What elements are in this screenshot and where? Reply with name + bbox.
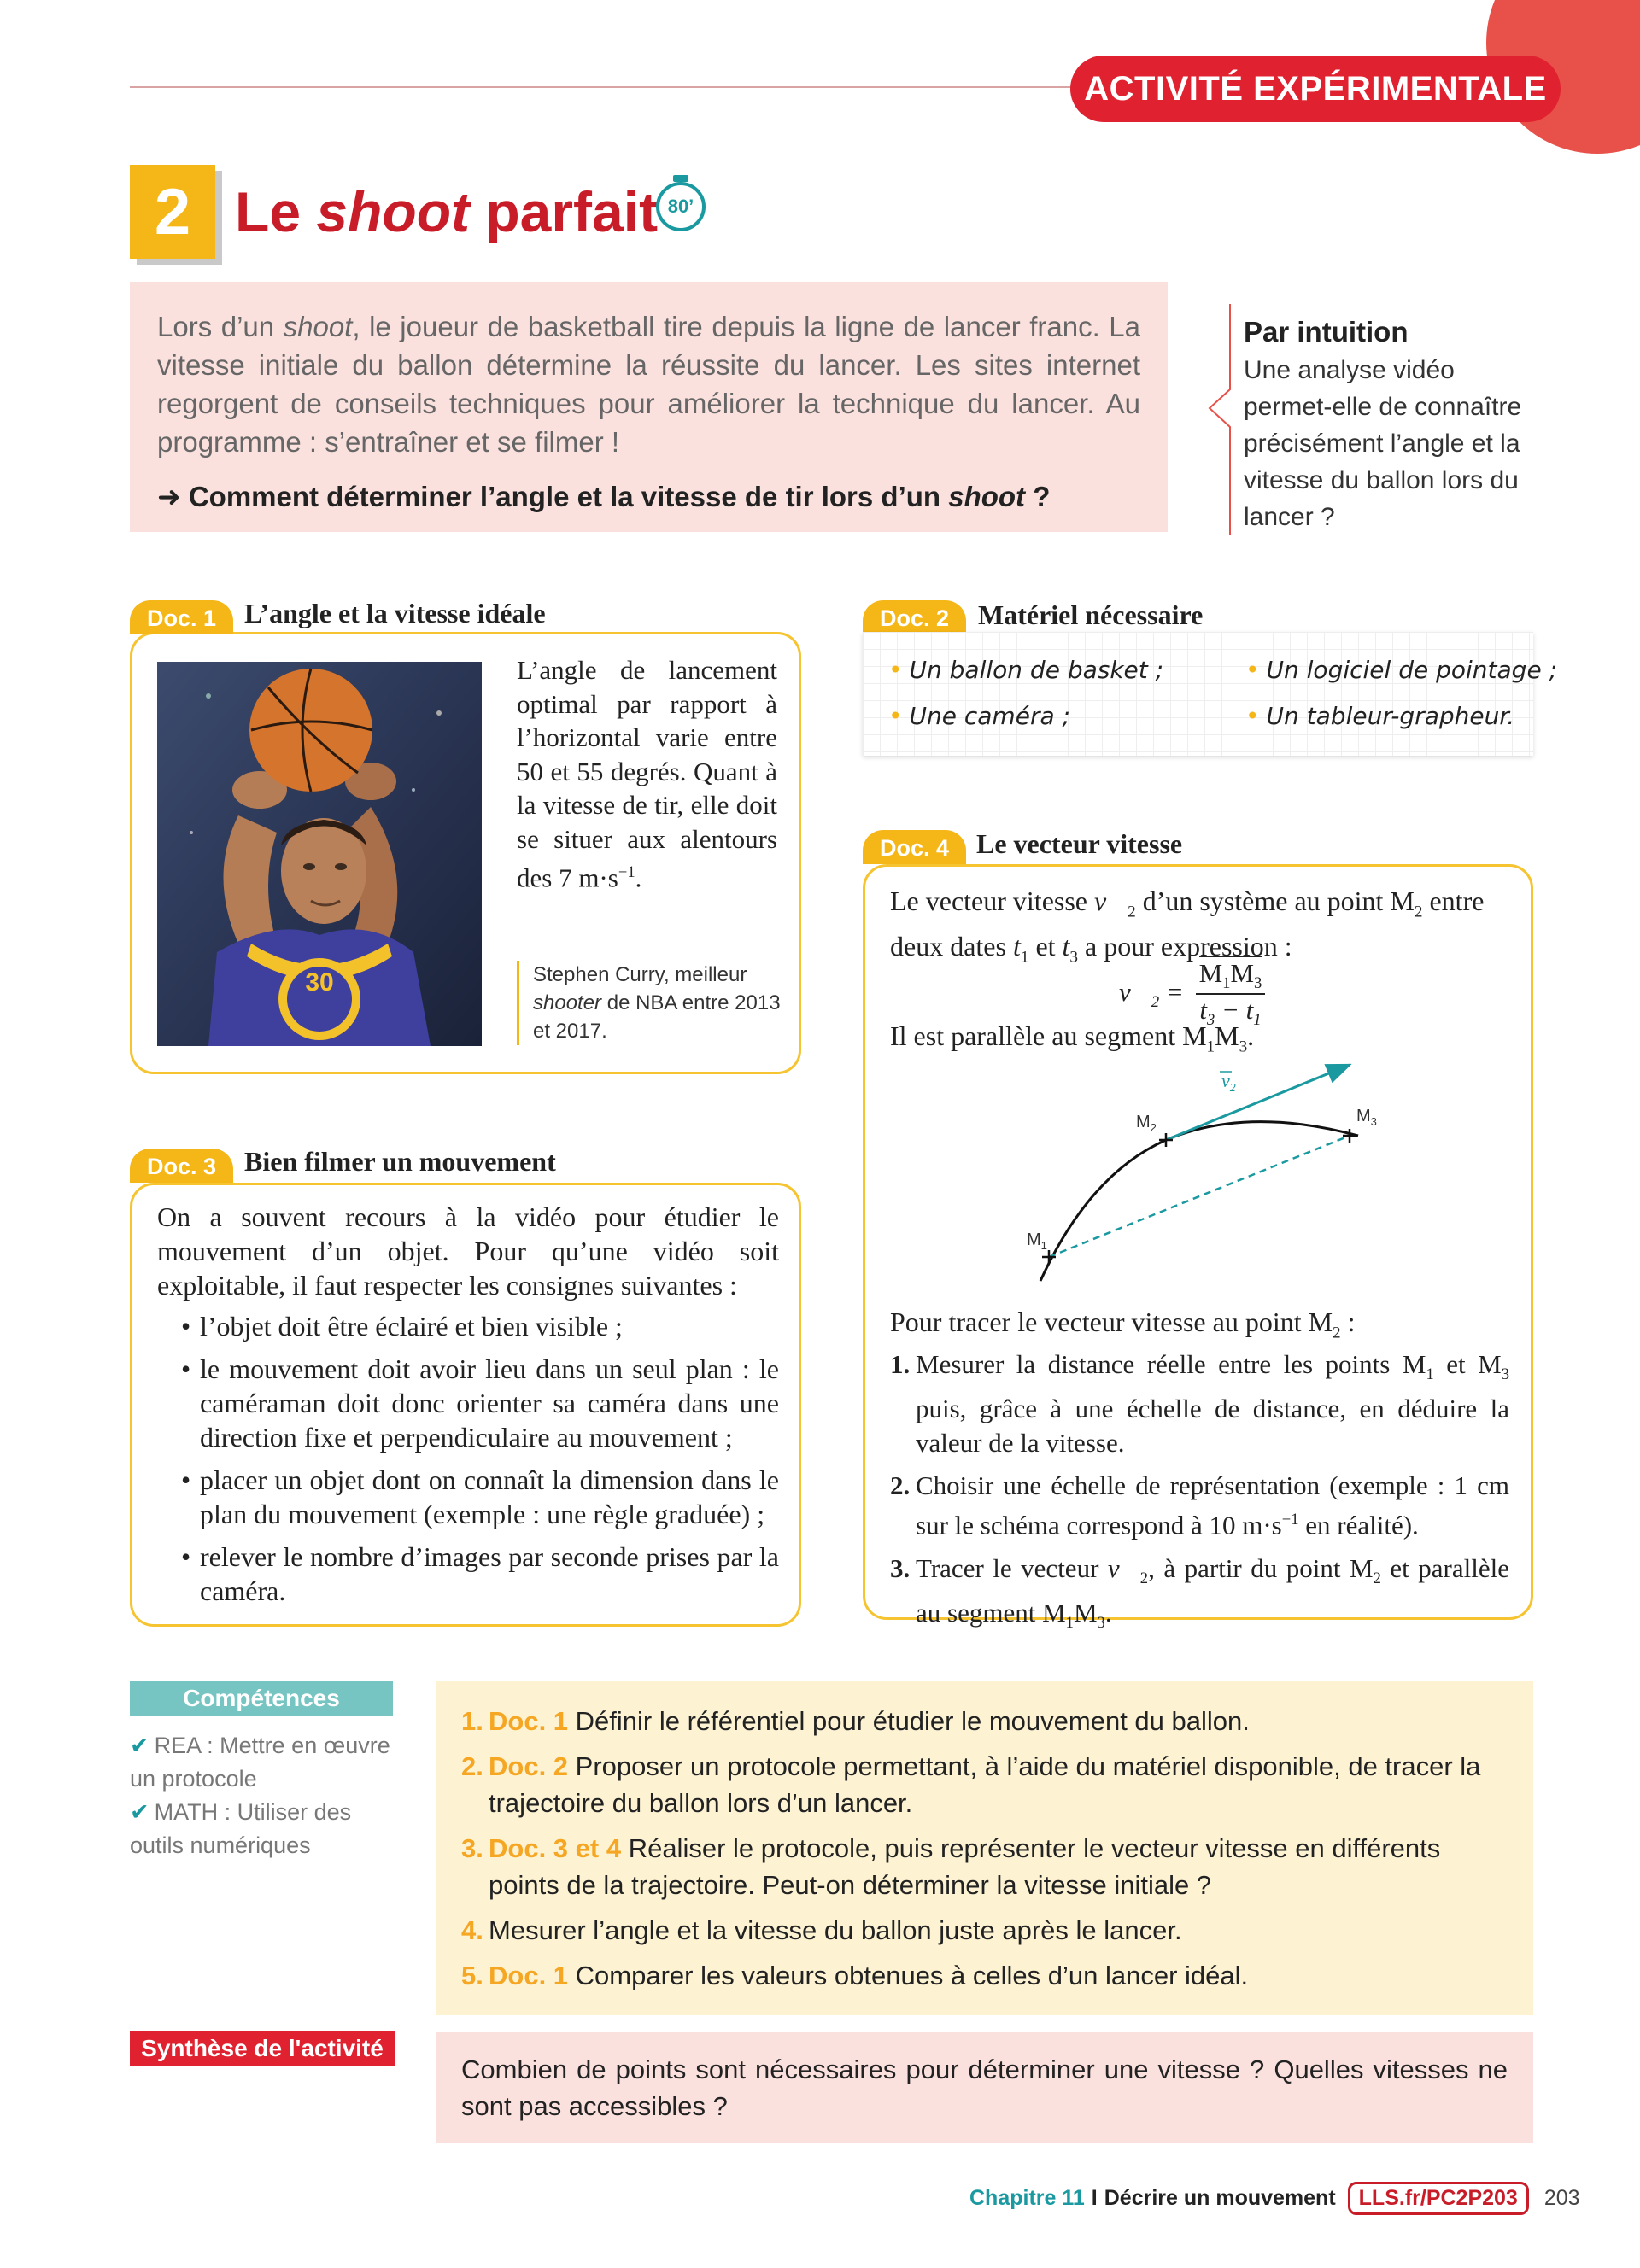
page-footer (969, 2182, 1580, 2215)
arrow-icon: ➜ (157, 481, 181, 512)
doc4-tab: Doc. 4 (863, 830, 966, 864)
velocity-formula: $v⃗_2$ = $\frac{M_1M_3}{t_3 - t_1}$ (1119, 958, 1265, 1030)
questions-box (436, 1681, 1533, 2015)
activity-type-banner: ACTIVITÉ EXPÉRIMENTALE (1070, 56, 1561, 122)
intuition-title: Par intuition (1244, 316, 1409, 348)
activity-number: 2 (130, 165, 215, 259)
svg-text:M2 (1136, 1113, 1157, 1134)
competence-text: REA : Mettre en œuvre un protocole (130, 1733, 390, 1792)
intro-text (157, 307, 1140, 461)
basketball-player-photo (157, 662, 482, 1046)
doc2-tab: Doc. 2 (863, 600, 966, 634)
footer-chapter-title: Décrire un mouvement (1104, 2186, 1336, 2210)
doc4-step-3: 3. Tracer le vecteur $v⃗_2$, à partir du point $M_2$ et parallèle au segment $M_1M_3$. (890, 1552, 1509, 1632)
doc3-list-item: • le mouvement doit avoir lieu dans un seul plan : le caméraman doit donc orienter sa caméra dans une direction fixe et perpendiculaire au mouvement ; (157, 1352, 779, 1454)
page-title-italic: shoot (316, 180, 470, 243)
question-number: 3. (461, 1833, 483, 1863)
intro-text-part: Lors d’un (157, 311, 284, 342)
timer-icon (656, 182, 706, 231)
equipment-item: • Une caméra ; (888, 702, 1070, 730)
doc3-intro: On a souvent recours à la vidéo pour étudier le mouvement d’un objet. Pour qu’une vidéo soit exploitable, il faut respecter les consignes suivantes : (157, 1201, 779, 1301)
doc4-definition: Le vecteur vitesse $v⃗_2$ d’un système au point $M_2$ entre deux dates $t_1$ et $t_3$ a pour expression : (890, 886, 1485, 967)
vector-v-label: v (1221, 1070, 1230, 1091)
point-m3-sub: 3 (1370, 1115, 1377, 1128)
duration-label: 80’ (667, 196, 694, 217)
competence-text: MATH : Utiliser des outils numériques (130, 1799, 352, 1858)
footer-separator: I (1091, 2186, 1098, 2210)
caption-italic: shooter (533, 991, 602, 1014)
header-rule (130, 86, 1095, 88)
question-item (461, 1830, 1508, 1903)
photo-caption (517, 961, 789, 1045)
doc4-step-2: 2. Choisir une échelle de représentation (exemple : 1 cm sur le schéma correspond à 10 $m\cdot s^{-1}$ en réalité). (890, 1470, 1509, 1540)
point-m2-sub: 2 (1150, 1121, 1157, 1134)
competences-list (130, 1729, 403, 1862)
doc2-title: Matériel nécessaire (978, 599, 1204, 630)
question-part: ? (1025, 481, 1051, 512)
doc3-list-item: • placer un objet dont on connaît la dimension dans le plan du mouvement (exemple : une règle graduée) ; (157, 1463, 779, 1531)
doc4-step-1-text: Mesurer la distance réelle entre les points M (916, 1349, 1426, 1379)
intro-text-italic: shoot (283, 311, 353, 342)
question-text: Mesurer l’angle et la vitesse du ballon juste après le lancer. (489, 1915, 1182, 1945)
question-doc-ref: Doc. 3 et 4 (489, 1833, 622, 1863)
point-m3-label: M (1356, 1107, 1371, 1125)
page-number: 203 (1543, 2186, 1580, 2210)
question-number: 5. (461, 1961, 483, 1990)
svg-text:v2 (1221, 1070, 1236, 1095)
question-item (461, 1748, 1508, 1821)
page-title-before: Le (235, 180, 317, 243)
question-part: Comment déterminer l’angle et la vitesse de tir lors d’un (188, 481, 949, 512)
doc3-list (157, 1309, 779, 1608)
question-item (461, 1957, 1508, 1994)
question-item (461, 1912, 1508, 1949)
question-number: 4. (461, 1915, 483, 1945)
doc1-text-end: . (635, 862, 642, 893)
velocity-vector-diagram (1008, 1063, 1401, 1294)
check-icon: ✔ (130, 1799, 149, 1825)
competences-header: Compétences (130, 1681, 393, 1716)
check-icon: ✔ (130, 1733, 149, 1758)
page-title (235, 179, 658, 244)
doc1-text (517, 653, 777, 895)
doc3-tab: Doc. 3 (130, 1149, 233, 1183)
intro-box (130, 282, 1168, 532)
synthese-box (436, 2032, 1533, 2143)
point-m1-sub: 1 (1040, 1239, 1047, 1252)
equipment-list (863, 632, 1533, 756)
competence-item (130, 1729, 403, 1796)
question-text: Réaliser le protocole, puis représenter le vecteur vitesse en différents points de la trajectoire. Peut-on déterminer la vitesse initiale ? (489, 1833, 1441, 1900)
doc1-text-body: L’angle de lancement optimal par rapport à l’horizontal varie entre 50 et 55 degrés. Quant à la vitesse de tir, elle doit se situer aux alentours des 7 m·s (517, 655, 777, 893)
doc3-text (157, 1200, 779, 1616)
doc4-steps (890, 1347, 1509, 1649)
doc4-parallel-note: Il est parallèle au segment $M_1M_3$. (890, 1020, 1255, 1056)
synthese-text: Combien de points sont nécessaires pour déterminer une vitesse ? Quelles vitesses ne sont pas accessibles ? (461, 2055, 1508, 2121)
question-item (461, 1703, 1508, 1739)
question-text: Proposer un protocole permettant, à l’aide du matériel disponible, de tracer la trajectoire du ballon lors d’un lancer. (489, 1751, 1481, 1818)
equipment-item: • Un ballon de basket ; (888, 656, 1163, 684)
point-m1-label: M (1027, 1230, 1041, 1249)
doc4-title: Le vecteur vitesse (976, 828, 1183, 859)
doc3-list-item: • l’objet doit être éclairé et bien visible ; (157, 1309, 779, 1343)
question-doc-ref: Doc. 1 (489, 1961, 569, 1990)
svg-text:M3 (1356, 1107, 1377, 1128)
doc1-title: L’angle et la vitesse idéale (244, 598, 546, 628)
equipment-item: • Un logiciel de pointage ; (1245, 656, 1557, 684)
footer-link[interactable]: LLS.fr/PC2P203 (1348, 2182, 1529, 2215)
timer-icon-knob (673, 175, 688, 182)
caption-part: de NBA entre 2013 et 2017. (533, 991, 781, 1043)
doc3-list-item: • relever le nombre d’images par seconde prises par la caméra. (157, 1540, 779, 1608)
caption-part: Stephen Curry, meilleur (533, 963, 747, 986)
point-m2-label: M (1136, 1113, 1151, 1131)
question-doc-ref: Doc. 2 (489, 1751, 569, 1781)
doc4-step-1: 1. Mesurer la distance réelle entre les points $M_1$ et $M_3$ puis, grâce à une échelle de distance, en déduire la valeur de la vitesse. (890, 1349, 1510, 1458)
question-doc-ref: Doc. 1 (489, 1706, 569, 1736)
question-text: Définir le référentiel pour étudier le mouvement du ballon. (575, 1706, 1250, 1736)
vector-v-sub: 2 (1229, 1082, 1236, 1095)
svg-text:M1 (1027, 1230, 1047, 1252)
question-text: Comparer les valeurs obtenues à celles d’un lancer idéal. (575, 1961, 1249, 1990)
doc3-title: Bien filmer un mouvement (244, 1146, 556, 1177)
intuition-panel (1204, 316, 1529, 535)
doc4-step-2-text: Choisir une échelle de représentation (exemple : 1 cm sur le schéma correspond à 10 m·s (916, 1470, 1509, 1540)
footer-chapter: Chapitre 11 (969, 2186, 1085, 2210)
problem-question (157, 480, 1140, 513)
jersey-number: 30 (305, 968, 334, 997)
doc1-tab: Doc. 1 (130, 600, 233, 634)
intro-text-part: , le joueur de basketball tire depuis la ligne de lancer franc. La vitesse initiale du ballon détermine la réussite du lancer. Les sites internet regorgent de conseils techniques pour améliorer la technique du lancer. Au programme : s’entraîner et se filmer ! (157, 311, 1140, 458)
trajectory-curve (1040, 1122, 1358, 1281)
intuition-text: Une analyse vidéo permet-elle de connaître précisément l’angle et la vitesse du ballon lors du lancer ? (1244, 356, 1522, 531)
competence-item (130, 1796, 403, 1862)
equipment-item: • Un tableur-grapheur. (1245, 702, 1514, 730)
page-title-after: parfait (470, 180, 659, 243)
synthese-header: Synthèse de l'activité (130, 2031, 395, 2066)
question-italic: shoot (948, 481, 1026, 512)
doc4-steps-intro: Pour tracer le vecteur vitesse au point $M_2$ : (890, 1306, 1356, 1342)
question-number: 1. (461, 1706, 483, 1736)
doc4-step-3-text: Tracer le vecteur (916, 1552, 1108, 1583)
doc1-exponent: −1 (618, 863, 636, 881)
question-number: 2. (461, 1751, 483, 1781)
